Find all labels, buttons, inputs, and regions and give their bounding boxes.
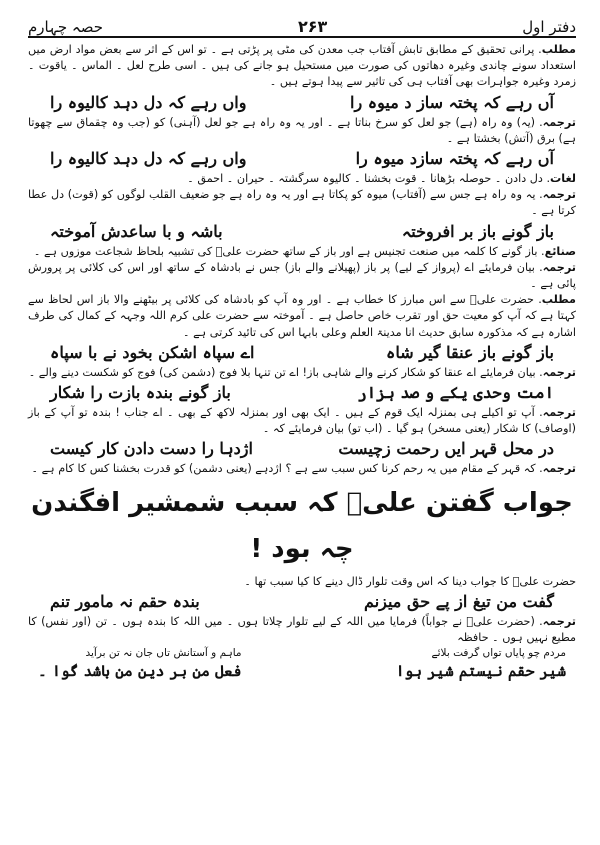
- paragraph-text: . آپ تو اکیلے ہی بمنزلہ ایک قوم کے ہیں ۔ ایک بھی اور بمنزلہ لاکھ کے بھی ۔ اے جناب ! بندہ تو آپ کے باز (اوصاف) کا شکار (یعنی مسخر) ہو گیا ۔ (اب تو) بیان فرمایئے کہ ۔: [28, 406, 576, 436]
- footer-right-small: مردم چو پایاں تواں گرفت بلائے: [431, 647, 566, 660]
- verse-hemistich-right: امت وحدی یکے و صد ہزار: [357, 383, 554, 403]
- paragraph: [28, 574, 576, 590]
- section-heading: جواب گفتن علیؓ کہ سبب شمشیر افگندن چہ بود !: [31, 487, 573, 564]
- footer-left-small: ماہم و آستانش تاں جان نہ تن برآید: [85, 647, 242, 660]
- paragraph-label: ترجمہ: [542, 260, 576, 274]
- verse-hemistich-left: اے سپاہ اشکن بخود نے با سپاہ: [50, 342, 255, 362]
- paragraph-label: مطلب: [541, 293, 576, 307]
- paragraph: [28, 115, 576, 147]
- verse-hemistich-right: در محل قہر ایں رحمت زچیست: [338, 439, 554, 459]
- page-body: [28, 42, 576, 646]
- paragraph-text: . (یہ) وہ راہ (ہے) جو لعل کو سرخ بناتا ہے ۔ اور یہ وہ راہ ہے جو لعل (آہنی) کو (جب وہ چقماق سے چھوتا ہے) برق (آتش) بخشتا ہے ۔: [28, 115, 576, 145]
- paragraph-label: ترجمہ: [542, 188, 576, 202]
- paragraph: [28, 461, 576, 477]
- paragraph-text: . باز گونے کا کلمہ میں صنعت تجنیس ہے اور باز کے ساتھ حضرت علیؓ کی تشبیہ بلحاظ شجاعت موزوں ہے ۔: [33, 244, 545, 258]
- verse-hemistich-right: آں رہے کہ پختہ سازد میوہ را: [355, 149, 554, 169]
- paragraph-text: . بیان فرمایئے اے (پرواز کے لیے) پر باز (پھیلانے والے باز) جس نے بادشاہ کے ساتھ اور اس کی کلائی پر پرورش پائی ہے ۔: [28, 260, 576, 291]
- paragraph-label: صنائع: [544, 244, 576, 258]
- paragraph-text: . (حضرت علیؓ نے جواباً) فرمایا میں اللہ کے لیے تلوار چلاتا ہوں ۔ میں اللہ کا بندہ ہوں ۔ تن (اور نفس) کا مطیع نہیں ہوں ۔ حافظہ: [28, 614, 576, 645]
- verse-hemistich-left: بندہ حقم نہ مامور تنم: [50, 591, 200, 611]
- verse-hemistich-left: واں رہے کہ دل دہد کالیوہ را: [50, 92, 247, 112]
- paragraph: [28, 42, 576, 91]
- book-title: دفتر اول: [522, 18, 576, 36]
- paragraph: [28, 365, 576, 381]
- footer-left-big: فعل من بر دین من باشد گوا ۔: [38, 662, 242, 681]
- verse-couplet: [28, 437, 576, 461]
- verse-hemistich-left: اژدہا را دست دادن کار کیست: [50, 439, 253, 459]
- verse-couplet: [28, 91, 576, 115]
- paragraph-label: ترجمہ: [542, 406, 576, 420]
- verse-couplet: [28, 341, 576, 365]
- paragraph-label: ترجمہ: [542, 462, 576, 476]
- paragraph-label: ترجمہ: [542, 614, 576, 628]
- verse-couplet: [28, 590, 576, 614]
- paragraph-text: . دل دادن ۔ حوصلہ بڑھانا ۔ قوت بخشنا ۔ کالیوہ سرگشتہ ۔ حیران ۔ احمق ۔: [187, 172, 551, 186]
- verse-hemistich-left: باشہ و با ساعدش آموختہ: [50, 221, 223, 241]
- verse-hemistich-right: باز گونے باز بر افروختہ: [401, 221, 554, 241]
- paragraph: [28, 187, 576, 219]
- paragraph: [28, 171, 576, 187]
- paragraph: [28, 292, 576, 341]
- paragraph-label: لغات: [550, 172, 576, 186]
- paragraph-text: حضرت علیؓ کا جواب دینا کہ اس وقت تلوار ڈال دینے کا کیا سبب تھا ۔: [244, 574, 576, 588]
- paragraph: [28, 260, 576, 292]
- paragraph-text: . یہ وہ راہ ہے جس سے (آفتاب) میوہ کو پکاتا ہے اور یہ وہ راہ ہے جو ضعیف القلب لوگوں کو (قوت) دل عطا کرتا ہے ۔: [28, 188, 576, 218]
- verse-hemistich-left: باز گونے بندہ بازت را شکار: [50, 383, 231, 403]
- verse-hemistich-left: واں رہے کہ دل دہد کالیوہ را: [50, 149, 247, 169]
- paragraph-text: . بیان فرمایئے اے عنقا کو شکار کرنے والے شاہی باز! اے تن تنہا بلا فوج (دشمن کی) فوج کو شکست دینے والے ۔: [28, 365, 543, 379]
- verse-couplet: [28, 147, 576, 171]
- verse-hemistich-right: باز گونے باز عنقا گیر شاہ: [386, 342, 554, 362]
- verse-hemistich-right: گفت من تیغ از پے حق میزنم: [364, 591, 554, 611]
- paragraph-text: . کہ قہر کے مقام میں یہ رحم کرنا کس سبب سے ہے ؟ اژدہے (یعنی دشمن) کو قدرت بخشنا کس کا کام ہے ۔: [31, 462, 543, 476]
- paragraph-label: مطلب: [541, 43, 576, 56]
- paragraph: [28, 244, 576, 260]
- footer-right-big: شیر حقم نیستم شیر ہوا: [395, 662, 566, 681]
- page-header: [28, 8, 576, 38]
- verse-hemistich-right: آں رہے کہ پختہ ساز د میوہ را: [350, 92, 554, 112]
- verse-couplet: [28, 220, 576, 244]
- footer-verse: [28, 646, 576, 682]
- paragraph-text: . پرانی تحقیق کے مطابق تابش آفتاب جب معدن کی مٹی پر پڑتی ہے ۔ تو اس کے اثر سے بعض مواد ارض میں استعداد سونے چاندی وغیرہ دھاتوں کی صورت میں مستحیل ہو جانے کی ہیں ۔ اسی طرح لعل ۔ الماس ۔ یاقوت ۔ زمرد وغیرہ جواہرات بھی آفتاب ہی کی تاثیر سے پیدا ہوتے ہیں ۔: [28, 43, 576, 89]
- paragraph: [28, 614, 576, 646]
- paragraph-text: . حضرت علیؓ سے اس مبارز کا خطاب ہے ۔ اور وہ آپ کو بادشاہ کی کلائی پر بیٹھنے والا باز اس لحاظ سے کہتا ہے کہ آپ کو معیت حق اور تقرب خاص حاصل ہے ۔ آموختہ سے حضرت علی کرم اللہ وجہہ کے کمال کی طرف اشارہ ہے کہ مذکورہ سابق حدیث انا مدینۃ العلم وعلی بابہا اس کی تائید کرتی ہے ۔: [28, 293, 576, 339]
- paragraph-label: ترجمہ: [542, 365, 576, 379]
- part-title: حصہ چہارم: [28, 18, 103, 36]
- paragraph-label: ترجمہ: [542, 115, 576, 129]
- page-number: ۲۶۳: [297, 17, 328, 36]
- verse-couplet: [28, 381, 576, 405]
- paragraph: [28, 405, 576, 437]
